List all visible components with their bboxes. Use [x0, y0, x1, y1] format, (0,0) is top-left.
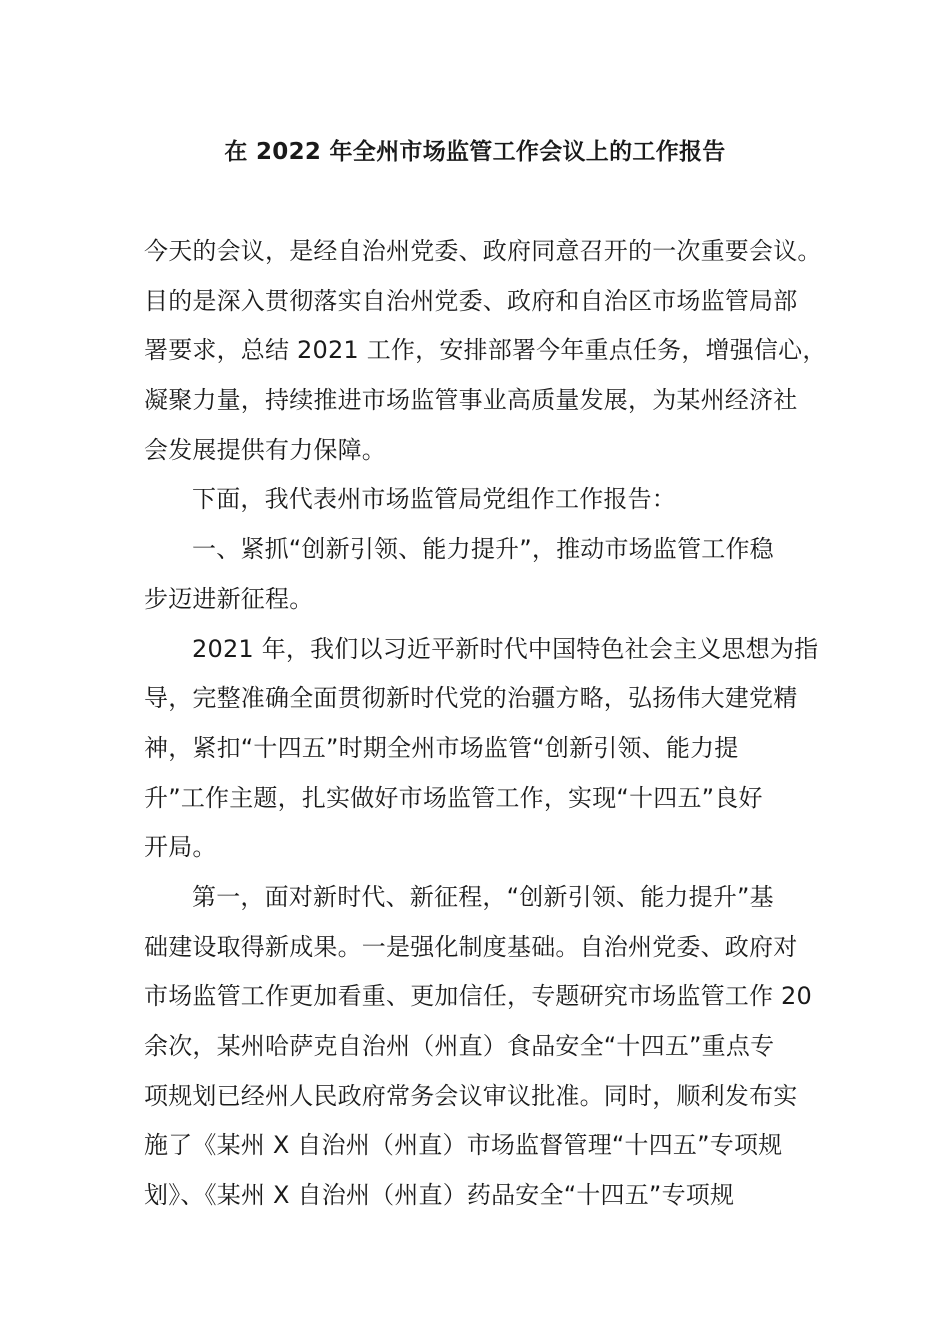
body-line: 神，紧扣“十四五”时期全州市场监管“创新引领、能力提 [144, 733, 739, 762]
body-line: 升”工作主题，扎实做好市场监管工作，实现“十四五”良好 [144, 783, 763, 812]
body-line: 2021 年，我们以习近平新时代中国特色社会主义思想为指 [192, 634, 819, 663]
body-line: 划》、《某州 X 自治州（州直）药品安全“十四五”专项规 [144, 1181, 735, 1210]
document-title: 在 2022 年全州市场监管工作会议上的工作报告 [224, 139, 726, 165]
body-line: 凝聚力量，持续推进市场监管事业高质量发展，为某州经济社 [144, 386, 798, 415]
body-line: 项规划已经州人民政府常务会议审议批准。同时，顺利发布实 [144, 1081, 798, 1110]
body-line: 础建设取得新成果。一是强化制度基础。自治州党委、政府对 [144, 932, 798, 961]
body-line: 施了《某州 X 自治州（州直）市场监督管理“十四五”专项规 [144, 1131, 783, 1160]
body-line: 开局。 [144, 833, 217, 862]
body-line: 目的是深入贯彻落实自治州党委、政府和自治区市场监管局部 [144, 286, 798, 315]
section-heading-cont: 步迈进新征程。 [144, 584, 314, 613]
body-line: 余次，某州哈萨克自治州（州直）食品安全“十四五”重点专 [144, 1032, 775, 1060]
body-line: 下面，我代表州市场监管局党组作工作报告： [192, 485, 676, 514]
document-body [144, 227, 827, 1221]
body-line: 市场监管工作更加看重、更加信任，专题研究市场监管工作 20 [144, 982, 812, 1011]
body-line: 今天的会议，是经自治州党委、政府同意召开的一次重要会议。 [144, 237, 822, 265]
body-line: 导，完整准确全面贯彻新时代党的治疆方略，弘扬伟大建党精 [144, 684, 798, 713]
body-line: 第一，面对新时代、新征程，“创新引领、能力提升”基 [192, 882, 774, 911]
section-heading: 一、紧抓“创新引领、能力提升”，推动市场监管工作稳 [192, 535, 774, 564]
body-line: 署要求，总结 2021 工作，安排部署今年重点任务，增强信心， [144, 336, 827, 365]
body-line: 会发展提供有力保障。 [144, 435, 386, 464]
